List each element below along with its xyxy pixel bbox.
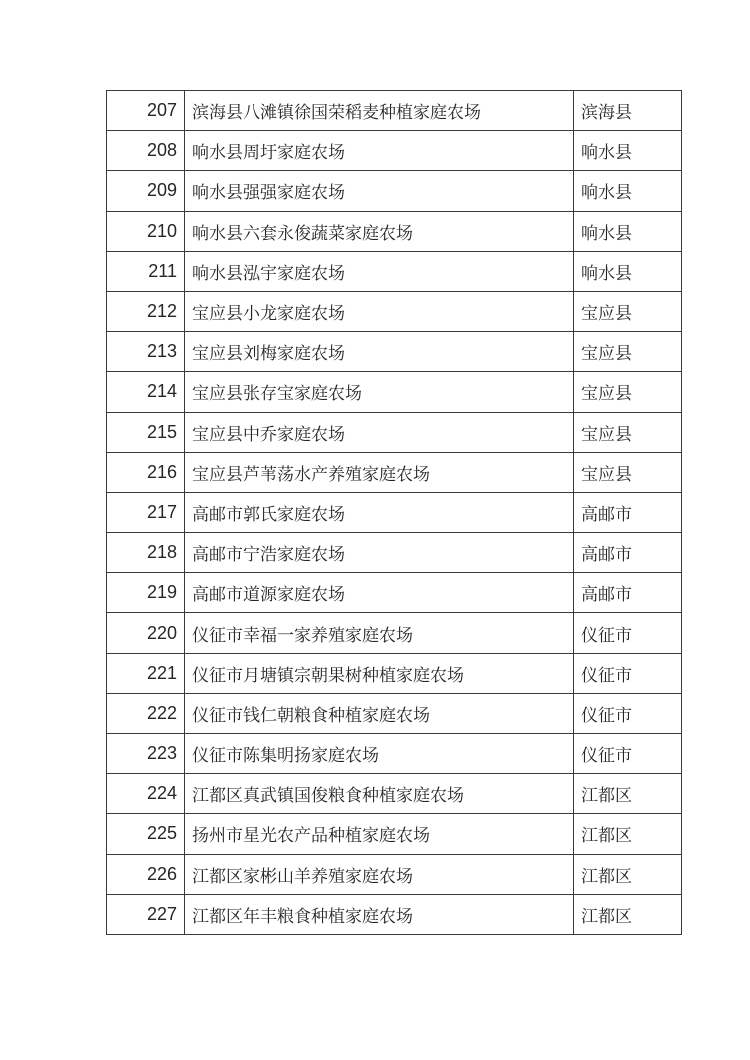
row-number-cell: 218 xyxy=(107,533,185,573)
county-cell: 江都区 xyxy=(574,814,682,854)
farm-name-cell: 响水县强强家庭农场 xyxy=(185,171,574,211)
table-row xyxy=(107,211,682,251)
farm-name-cell: 宝应县芦苇荡水产养殖家庭农场 xyxy=(185,452,574,492)
table-row xyxy=(107,814,682,854)
farm-name-cell: 高邮市宁浩家庭农场 xyxy=(185,533,574,573)
table-row xyxy=(107,412,682,452)
row-number-cell: 213 xyxy=(107,332,185,372)
row-number-cell: 217 xyxy=(107,492,185,532)
farm-name-cell: 宝应县刘梅家庭农场 xyxy=(185,332,574,372)
row-number-cell: 210 xyxy=(107,211,185,251)
table-row xyxy=(107,533,682,573)
row-number-cell: 214 xyxy=(107,372,185,412)
county-cell: 仪征市 xyxy=(574,613,682,653)
county-cell: 响水县 xyxy=(574,131,682,171)
table-row xyxy=(107,894,682,934)
table-row xyxy=(107,332,682,372)
farm-name-cell: 高邮市道源家庭农场 xyxy=(185,573,574,613)
row-number-cell: 207 xyxy=(107,91,185,131)
county-cell: 宝应县 xyxy=(574,412,682,452)
row-number-cell: 211 xyxy=(107,251,185,291)
table-row xyxy=(107,774,682,814)
table-row xyxy=(107,452,682,492)
farm-name-cell: 高邮市郭氏家庭农场 xyxy=(185,492,574,532)
county-cell: 仪征市 xyxy=(574,693,682,733)
row-number-cell: 227 xyxy=(107,894,185,934)
row-number-cell: 216 xyxy=(107,452,185,492)
table-row xyxy=(107,131,682,171)
table-row xyxy=(107,291,682,331)
farm-name-cell: 响水县泓宇家庭农场 xyxy=(185,251,574,291)
farm-name-cell: 响水县六套永俊蔬菜家庭农场 xyxy=(185,211,574,251)
row-number-cell: 221 xyxy=(107,653,185,693)
farm-name-cell: 仪征市月塘镇宗朝果树种植家庭农场 xyxy=(185,653,574,693)
row-number-cell: 212 xyxy=(107,291,185,331)
county-cell: 仪征市 xyxy=(574,653,682,693)
farm-name-cell: 响水县周圩家庭农场 xyxy=(185,131,574,171)
row-number-cell: 209 xyxy=(107,171,185,211)
row-number-cell: 224 xyxy=(107,774,185,814)
table-row xyxy=(107,653,682,693)
farm-name-cell: 江都区真武镇国俊粮食种植家庭农场 xyxy=(185,774,574,814)
farm-table-body xyxy=(107,91,682,935)
farm-name-cell: 宝应县张存宝家庭农场 xyxy=(185,372,574,412)
row-number-cell: 225 xyxy=(107,814,185,854)
table-row xyxy=(107,613,682,653)
row-number-cell: 215 xyxy=(107,412,185,452)
table-row xyxy=(107,693,682,733)
county-cell: 宝应县 xyxy=(574,332,682,372)
table-row xyxy=(107,171,682,211)
county-cell: 宝应县 xyxy=(574,291,682,331)
row-number-cell: 226 xyxy=(107,854,185,894)
farm-name-cell: 江都区家彬山羊养殖家庭农场 xyxy=(185,854,574,894)
farm-name-cell: 扬州市星光农产品种植家庭农场 xyxy=(185,814,574,854)
farm-name-cell: 仪征市幸福一家养殖家庭农场 xyxy=(185,613,574,653)
county-cell: 宝应县 xyxy=(574,452,682,492)
row-number-cell: 223 xyxy=(107,734,185,774)
county-cell: 江都区 xyxy=(574,854,682,894)
county-cell: 江都区 xyxy=(574,774,682,814)
county-cell: 响水县 xyxy=(574,171,682,211)
county-cell: 响水县 xyxy=(574,251,682,291)
farm-table xyxy=(106,90,682,935)
county-cell: 滨海县 xyxy=(574,91,682,131)
farm-name-cell: 仪征市陈集明扬家庭农场 xyxy=(185,734,574,774)
table-row xyxy=(107,734,682,774)
farm-name-cell: 宝应县小龙家庭农场 xyxy=(185,291,574,331)
farm-name-cell: 仪征市钱仁朝粮食种植家庭农场 xyxy=(185,693,574,733)
row-number-cell: 220 xyxy=(107,613,185,653)
farm-name-cell: 滨海县八滩镇徐国荣稻麦种植家庭农场 xyxy=(185,91,574,131)
farm-name-cell: 江都区年丰粮食种植家庭农场 xyxy=(185,894,574,934)
county-cell: 江都区 xyxy=(574,894,682,934)
table-row xyxy=(107,372,682,412)
row-number-cell: 222 xyxy=(107,693,185,733)
table-row xyxy=(107,251,682,291)
farm-table-container xyxy=(106,90,649,935)
county-cell: 宝应县 xyxy=(574,372,682,412)
farm-name-cell: 宝应县中乔家庭农场 xyxy=(185,412,574,452)
county-cell: 仪征市 xyxy=(574,734,682,774)
table-row xyxy=(107,573,682,613)
row-number-cell: 208 xyxy=(107,131,185,171)
county-cell: 响水县 xyxy=(574,211,682,251)
table-row xyxy=(107,91,682,131)
row-number-cell: 219 xyxy=(107,573,185,613)
table-row xyxy=(107,492,682,532)
county-cell: 高邮市 xyxy=(574,492,682,532)
county-cell: 高邮市 xyxy=(574,533,682,573)
county-cell: 高邮市 xyxy=(574,573,682,613)
table-row xyxy=(107,854,682,894)
